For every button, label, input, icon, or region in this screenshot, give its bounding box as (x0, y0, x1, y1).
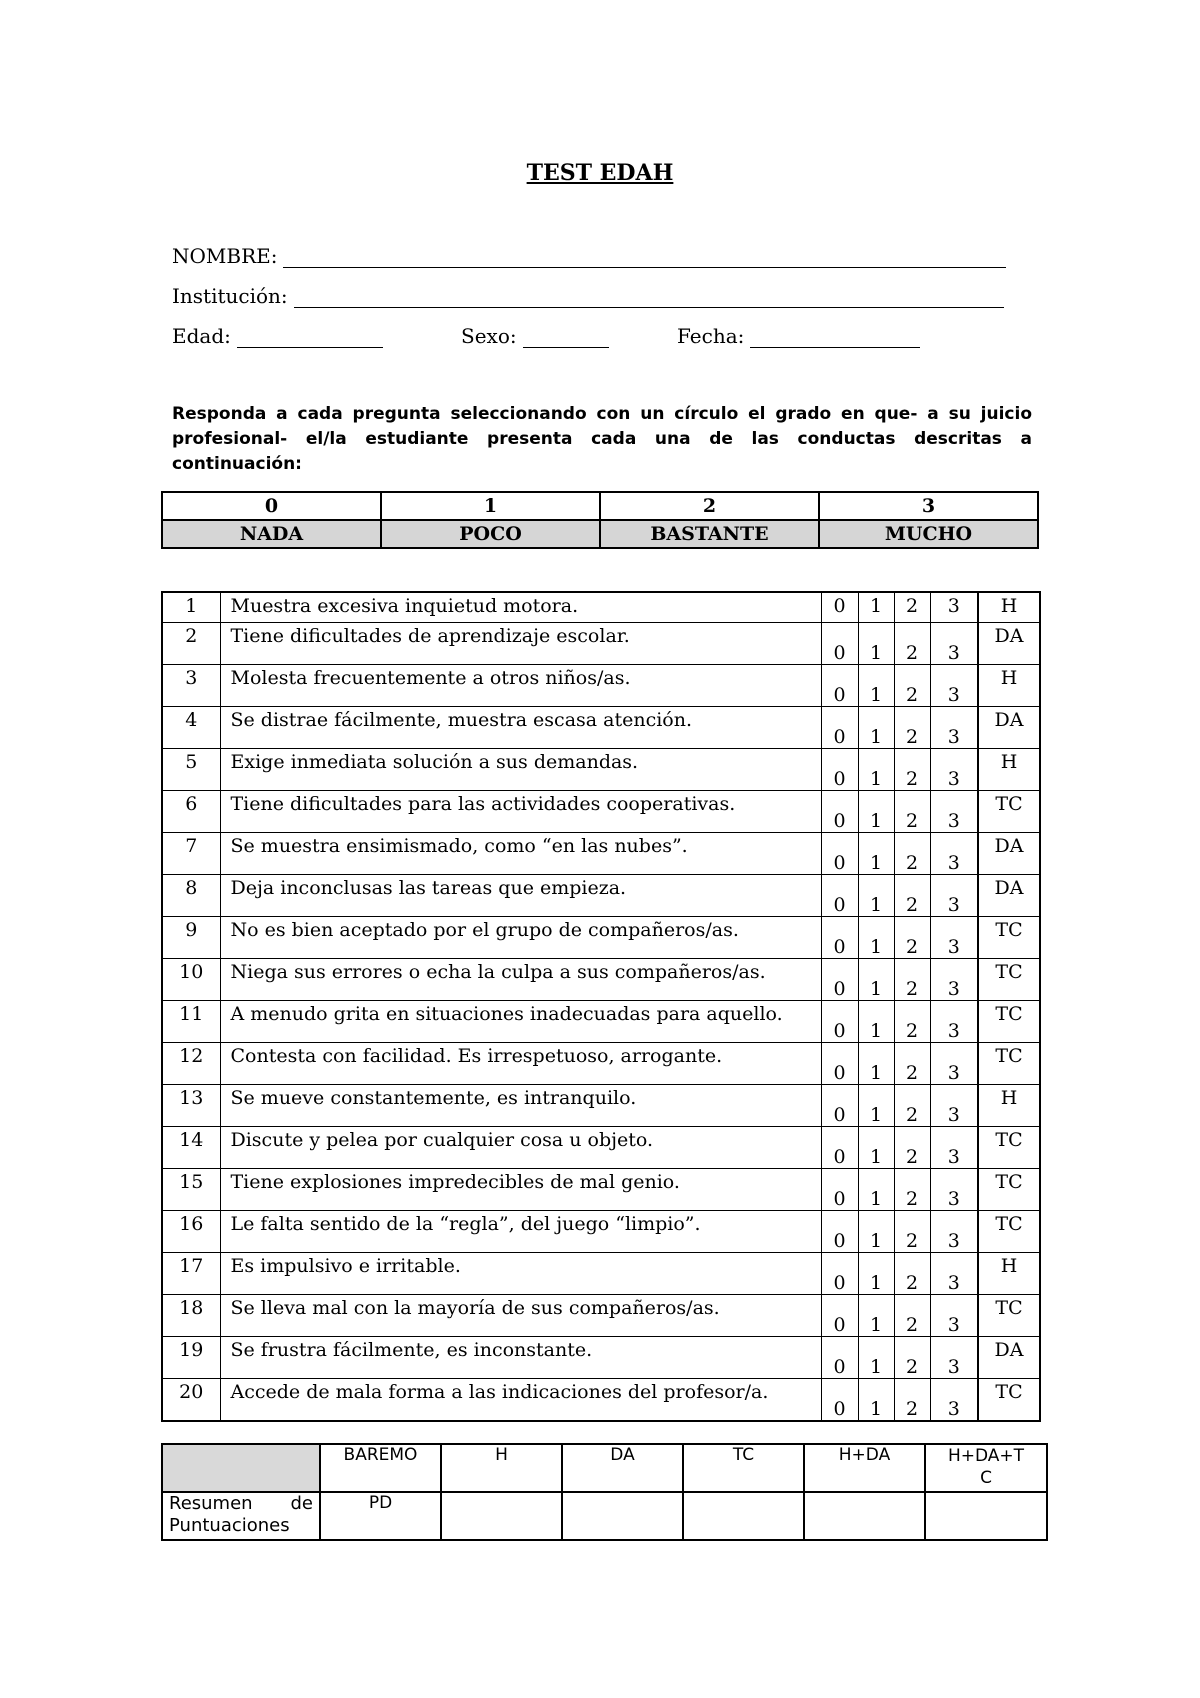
rating-option-1[interactable]: 1 (858, 1085, 894, 1127)
item-text: Se frustra fácilmente, es inconstante. (220, 1337, 821, 1379)
item-row (162, 1043, 1040, 1085)
item-text: Se distrae fácilmente, muestra escasa atención. (220, 707, 821, 749)
rating-option-0[interactable]: 0 (821, 833, 858, 875)
item-number: 5 (162, 749, 220, 791)
rating-option-2[interactable]: 2 (894, 592, 930, 623)
item-number: 8 (162, 875, 220, 917)
rating-option-1[interactable]: 1 (858, 592, 894, 623)
items-table (161, 591, 1041, 1422)
scale-value: 2 (600, 492, 819, 520)
item-row (162, 1253, 1040, 1295)
item-text: Exige inmediata solución a sus demandas. (220, 749, 821, 791)
item-row (162, 707, 1040, 749)
summary-score-total[interactable] (925, 1492, 1047, 1540)
rating-option-3[interactable]: 3 (930, 1085, 978, 1127)
item-category: H (978, 665, 1040, 707)
rating-option-0[interactable]: 0 (821, 1253, 858, 1295)
institucion-field (172, 284, 1004, 308)
scale-label: MUCHO (819, 520, 1038, 548)
rating-option-3[interactable]: 3 (930, 875, 978, 917)
rating-option-3[interactable]: 3 (930, 1169, 978, 1211)
item-category: DA (978, 623, 1040, 665)
rating-option-1[interactable]: 1 (858, 1337, 894, 1379)
item-row (162, 1169, 1040, 1211)
rating-option-1[interactable]: 1 (858, 875, 894, 917)
rating-option-1[interactable]: 1 (858, 1043, 894, 1085)
rating-option-3[interactable]: 3 (930, 959, 978, 1001)
item-text: Tiene explosiones impredecibles de mal genio. (220, 1169, 821, 1211)
summary-row-label-line1: Resumen de (169, 1493, 313, 1514)
item-row (162, 875, 1040, 917)
item-number: 13 (162, 1085, 220, 1127)
rating-option-3[interactable]: 3 (930, 791, 978, 833)
fecha-field (677, 324, 920, 348)
rating-option-3[interactable]: 3 (930, 1043, 978, 1085)
instructions-text: Responda a cada pregunta seleccionando con un círculo el grado en que- a su juicio profesional- el/la estudiante presenta cada una de las conductas descritas a continuación: (172, 404, 1032, 474)
item-row (162, 1211, 1040, 1253)
item-category: TC (978, 1211, 1040, 1253)
rating-option-2[interactable]: 2 (894, 1379, 930, 1422)
scale-label: BASTANTE (600, 520, 819, 548)
institucion-blank[interactable] (294, 287, 1004, 308)
rating-option-0[interactable]: 0 (821, 665, 858, 707)
rating-option-0[interactable]: 0 (821, 1379, 858, 1422)
summary-header: DA (562, 1444, 683, 1492)
item-number: 12 (162, 1043, 220, 1085)
rating-option-2[interactable]: 2 (894, 833, 930, 875)
rating-option-3[interactable]: 3 (930, 1295, 978, 1337)
rating-option-1[interactable]: 1 (858, 833, 894, 875)
item-category: H (978, 1085, 1040, 1127)
rating-option-1[interactable]: 1 (858, 1001, 894, 1043)
item-row (162, 1295, 1040, 1337)
item-row (162, 791, 1040, 833)
item-number: 16 (162, 1211, 220, 1253)
scale-value: 1 (381, 492, 600, 520)
item-text: Se mueve constantemente, es intranquilo. (220, 1085, 821, 1127)
item-text: Es impulsivo e irritable. (220, 1253, 821, 1295)
rating-option-1[interactable]: 1 (858, 1169, 894, 1211)
item-text: Tiene dificultades para las actividades cooperativas. (220, 791, 821, 833)
item-text: Muestra excesiva inquietud motora. (220, 592, 821, 623)
scale-label: POCO (381, 520, 600, 548)
item-category: H (978, 592, 1040, 623)
item-row (162, 1001, 1040, 1043)
summary-score-tc[interactable] (683, 1492, 804, 1540)
item-text: Discute y pelea por cualquier cosa u objeto. (220, 1127, 821, 1169)
rating-option-3[interactable]: 3 (930, 1379, 978, 1422)
rating-option-3[interactable]: 3 (930, 665, 978, 707)
rating-option-2[interactable]: 2 (894, 959, 930, 1001)
rating-option-3[interactable]: 3 (930, 1001, 978, 1043)
rating-option-0[interactable]: 0 (821, 623, 858, 665)
item-row (162, 665, 1040, 707)
item-number: 7 (162, 833, 220, 875)
item-category: DA (978, 707, 1040, 749)
item-text: Deja inconclusas las tareas que empieza. (220, 875, 821, 917)
item-row (162, 749, 1040, 791)
summary-header: H+DA+T C (925, 1444, 1047, 1492)
summary-corner-cell (162, 1444, 320, 1492)
rating-option-2[interactable]: 2 (894, 749, 930, 791)
summary-pd-cell: PD (320, 1492, 441, 1540)
rating-option-3[interactable]: 3 (930, 1337, 978, 1379)
sexo-blank[interactable] (523, 327, 609, 348)
rating-option-1[interactable]: 1 (858, 917, 894, 959)
item-number: 15 (162, 1169, 220, 1211)
rating-option-2[interactable]: 2 (894, 791, 930, 833)
rating-option-1[interactable]: 1 (858, 665, 894, 707)
item-row (162, 959, 1040, 1001)
institucion-label: Institución: (172, 284, 288, 308)
item-category: H (978, 749, 1040, 791)
item-text: Niega sus errores o echa la culpa a sus compañeros/as. (220, 959, 821, 1001)
item-number: 20 (162, 1379, 220, 1422)
rating-option-2[interactable]: 2 (894, 623, 930, 665)
summary-score-h-da[interactable] (804, 1492, 925, 1540)
item-category: TC (978, 917, 1040, 959)
rating-option-0[interactable]: 0 (821, 749, 858, 791)
summary-header: H+DA (804, 1444, 925, 1492)
item-number: 11 (162, 1001, 220, 1043)
rating-option-2[interactable]: 2 (894, 1127, 930, 1169)
item-category: TC (978, 791, 1040, 833)
rating-option-3[interactable]: 3 (930, 623, 978, 665)
item-number: 4 (162, 707, 220, 749)
item-number: 18 (162, 1295, 220, 1337)
rating-option-0[interactable]: 0 (821, 1127, 858, 1169)
summary-header: BAREMO (320, 1444, 441, 1492)
rating-option-3[interactable]: 3 (930, 1253, 978, 1295)
summary-header-row (162, 1444, 1047, 1492)
rating-option-1[interactable]: 1 (858, 749, 894, 791)
scale-value: 0 (162, 492, 381, 520)
rating-option-2[interactable]: 2 (894, 1043, 930, 1085)
scale-label: NADA (162, 520, 381, 548)
scale-values-row (162, 492, 1038, 520)
item-text: Accede de mala forma a las indicaciones del profesor/a. (220, 1379, 821, 1422)
item-row (162, 1085, 1040, 1127)
rating-option-1[interactable]: 1 (858, 1253, 894, 1295)
item-category: TC (978, 1127, 1040, 1169)
item-text: Molesta frecuentemente a otros niños/as. (220, 665, 821, 707)
summary-score-row (162, 1492, 1047, 1540)
item-category: DA (978, 875, 1040, 917)
item-text: Le falta sentido de la “regla”, del juego “limpio”. (220, 1211, 821, 1253)
summary-table (161, 1443, 1048, 1541)
item-row (162, 1379, 1040, 1422)
rating-option-2[interactable]: 2 (894, 1253, 930, 1295)
item-text: Contesta con facilidad. Es irrespetuoso, arrogante. (220, 1043, 821, 1085)
item-category: H (978, 1253, 1040, 1295)
scale-labels-row (162, 520, 1038, 548)
rating-option-2[interactable]: 2 (894, 1169, 930, 1211)
rating-option-3[interactable]: 3 (930, 707, 978, 749)
item-category: TC (978, 1001, 1040, 1043)
rating-option-3[interactable]: 3 (930, 749, 978, 791)
rating-option-2[interactable]: 2 (894, 1295, 930, 1337)
summary-row-label (162, 1492, 320, 1540)
item-category: TC (978, 1379, 1040, 1422)
nombre-field (172, 244, 1006, 268)
item-number: 19 (162, 1337, 220, 1379)
item-number: 14 (162, 1127, 220, 1169)
rating-option-0[interactable]: 0 (821, 1169, 858, 1211)
rating-option-0[interactable]: 0 (821, 1043, 858, 1085)
edad-field (172, 324, 383, 348)
summary-header: H (441, 1444, 562, 1492)
rating-option-2[interactable]: 2 (894, 1001, 930, 1043)
fecha-blank[interactable] (750, 327, 920, 348)
rating-option-2[interactable]: 2 (894, 917, 930, 959)
item-number: 3 (162, 665, 220, 707)
rating-option-0[interactable]: 0 (821, 592, 858, 623)
item-category: TC (978, 1295, 1040, 1337)
summary-score-h[interactable] (441, 1492, 562, 1540)
rating-option-1[interactable]: 1 (858, 959, 894, 1001)
rating-option-0[interactable]: 0 (821, 1337, 858, 1379)
rating-option-0[interactable]: 0 (821, 1295, 858, 1337)
rating-option-3[interactable]: 3 (930, 1127, 978, 1169)
rating-option-0[interactable]: 0 (821, 1001, 858, 1043)
rating-option-3[interactable]: 3 (930, 917, 978, 959)
edad-blank[interactable] (237, 327, 383, 348)
sexo-label: Sexo: (461, 324, 517, 348)
rating-option-1[interactable]: 1 (858, 1379, 894, 1422)
item-number: 17 (162, 1253, 220, 1295)
sexo-field (461, 324, 609, 348)
item-number: 6 (162, 791, 220, 833)
item-category: TC (978, 1043, 1040, 1085)
nombre-blank[interactable] (283, 247, 1006, 268)
item-text: Se lleva mal con la mayoría de sus compañeros/as. (220, 1295, 821, 1337)
rating-option-3[interactable]: 3 (930, 1211, 978, 1253)
item-number: 10 (162, 959, 220, 1001)
rating-option-0[interactable]: 0 (821, 917, 858, 959)
summary-score-da[interactable] (562, 1492, 683, 1540)
item-category: TC (978, 1169, 1040, 1211)
rating-option-2[interactable]: 2 (894, 875, 930, 917)
edad-label: Edad: (172, 324, 231, 348)
item-number: 1 (162, 592, 220, 623)
rating-option-3[interactable]: 3 (930, 833, 978, 875)
rating-option-1[interactable]: 1 (858, 707, 894, 749)
item-row (162, 592, 1040, 623)
summary-row-label-line2: Puntuaciones (169, 1515, 290, 1536)
item-row (162, 1127, 1040, 1169)
page-title: TEST EDAH (526, 160, 674, 186)
rating-option-1[interactable]: 1 (858, 1127, 894, 1169)
rating-option-0[interactable]: 0 (821, 791, 858, 833)
rating-option-0[interactable]: 0 (821, 959, 858, 1001)
item-number: 9 (162, 917, 220, 959)
item-category: DA (978, 833, 1040, 875)
rating-option-2[interactable]: 2 (894, 707, 930, 749)
rating-option-0[interactable]: 0 (821, 1211, 858, 1253)
item-category: TC (978, 959, 1040, 1001)
item-text: Tiene dificultades de aprendizaje escolar. (220, 623, 821, 665)
rating-option-0[interactable]: 0 (821, 707, 858, 749)
rating-option-2[interactable]: 2 (894, 1085, 930, 1127)
rating-option-1[interactable]: 1 (858, 623, 894, 665)
rating-option-2[interactable]: 2 (894, 1337, 930, 1379)
item-category: DA (978, 1337, 1040, 1379)
item-number: 2 (162, 623, 220, 665)
rating-option-1[interactable]: 1 (858, 791, 894, 833)
fecha-label: Fecha: (677, 324, 745, 348)
rating-option-1[interactable]: 1 (858, 1211, 894, 1253)
summary-header: TC (683, 1444, 804, 1492)
item-text: Se muestra ensimismado, como “en las nubes”. (220, 833, 821, 875)
item-text: A menudo grita en situaciones inadecuadas para aquello. (220, 1001, 821, 1043)
scale-value: 3 (819, 492, 1038, 520)
rating-option-0[interactable]: 0 (821, 875, 858, 917)
item-text: No es bien aceptado por el grupo de compañeros/as. (220, 917, 821, 959)
rating-option-1[interactable]: 1 (858, 1295, 894, 1337)
rating-option-2[interactable]: 2 (894, 1211, 930, 1253)
rating-option-3[interactable]: 3 (930, 592, 978, 623)
scale-legend-table (161, 491, 1039, 549)
item-row (162, 623, 1040, 665)
nombre-label: NOMBRE: (172, 244, 278, 268)
rating-option-0[interactable]: 0 (821, 1085, 858, 1127)
item-row (162, 1337, 1040, 1379)
item-row (162, 917, 1040, 959)
item-row (162, 833, 1040, 875)
rating-option-2[interactable]: 2 (894, 665, 930, 707)
